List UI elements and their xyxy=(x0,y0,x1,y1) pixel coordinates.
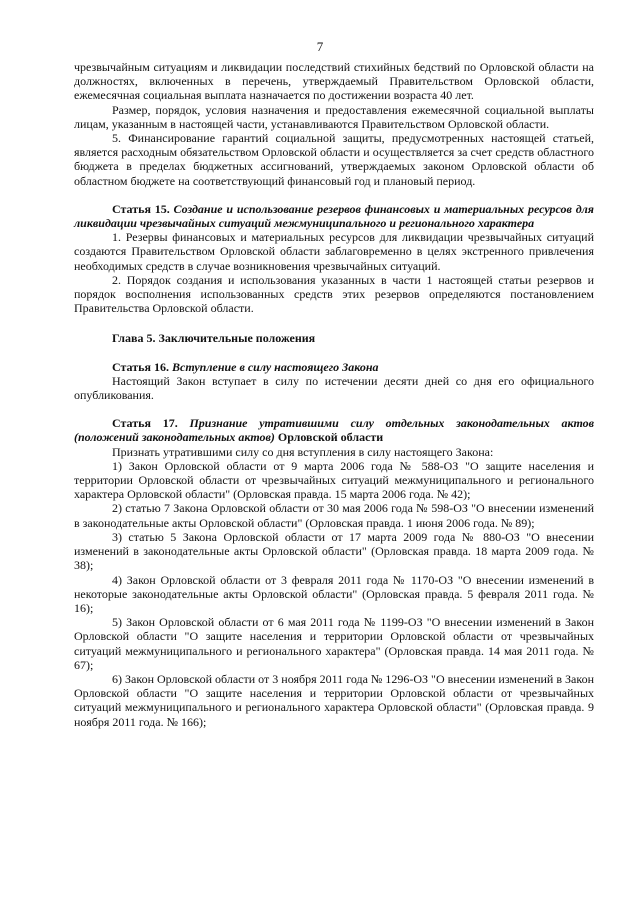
article-17-title: Признание утратившими силу отдельных законодательных актов (положений законодательных актов) xyxy=(74,416,594,445)
intro-paragraph: 5. Финансирование гарантий социальной защиты, предусмотренных настоящей статьей, является расходным обязательством Орловской области и осуществляется за счет средств областного бюджета в пределах бюджетных ассигнований, утверждаемых законом Орловской области об областном бюджете на соответствующий финансовый год и плановый период. xyxy=(74,131,594,188)
article-17-title-tail: Орловской области xyxy=(277,430,384,445)
article-16-title: Вступление в силу настоящего Закона xyxy=(171,359,379,374)
article-15-title: Создание и использование резервов финансовых и материальных ресурсов для ликвидации чрезвычайных ситуаций межмуниципального и регионального характера xyxy=(74,201,594,231)
article-17-heading xyxy=(74,416,594,444)
intro-paragraph: чрезвычайным ситуациям и ликвидации последствий стихийных бедствий по Орловской области на должностях, включенных в перечень, утверждаемый Правительством Орловской области, ежемесячная социальная выплата назначается по достижении возраста 40 лет. xyxy=(74,60,594,103)
article-16-paragraph: Настоящий Закон вступает в силу по истечении десяти дней со дня его официального опубликования. xyxy=(74,373,594,403)
article-15-paragraph: 1. Резервы финансовых и материальных ресурсов для ликвидации чрезвычайных ситуаций создаются Правительством Орловской области заблаговременно в целях экстренного привлечения необходимых средств в случае возникновения чрезвычайных ситуаций. xyxy=(74,230,594,273)
repeal-item: 4) Закон Орловской области от 3 февраля 2011 года № 1170-ОЗ "О внесении изменений в некоторые законодательные акты Орловской области" (Орловская правда. 5 февраля 2011 года. № 16); xyxy=(74,572,594,615)
repeal-item: 2) статью 7 Закона Орловской области от 30 мая 2006 года № 598-ОЗ "О внесении изменений в законодательные акты Орловской области" (Орловская правда. 1 июня 2006 года. № 89); xyxy=(74,501,594,530)
article-16-heading xyxy=(74,360,594,374)
repeal-item: 5) Закон Орловской области от 6 мая 2011 года № 1199-ОЗ "О внесении изменений в Закон Орловской области "О защите населения и территории Орловской области от чрезвычайных ситуаций межмуниципального и регионального характера" (Орловская правда. 14 мая 2011 года. № 67); xyxy=(74,615,594,672)
repeal-item: 6) Закон Орловской области от 3 ноября 2011 года № 1296-ОЗ "О внесении изменений в Закон Орловской области "О защите населения и территории Орловской области от чрезвычайных ситуаций межмуниципального и регионального характера Орловской области" (Орловская правда. 9 ноября 2011 года. № 166); xyxy=(74,671,594,729)
page-number: 7 xyxy=(316,39,324,54)
document-body xyxy=(74,60,594,729)
article-17-paragraph: Признать утратившими силу со дня вступления в силу настоящего Закона: xyxy=(112,444,494,459)
article-16-label: Статья 16. xyxy=(112,359,169,374)
repeal-item: 3) статью 5 Закона Орловской области от 17 марта 2009 года № 880-ОЗ "О внесении изменений в законодательные акты Орловской области" (Орловская правда. 18 марта 2009 года. № 38); xyxy=(74,529,594,573)
intro-paragraph: Размер, порядок, условия назначения и предоставления ежемесячной социальной выплаты лицам, указанным в настоящей части, устанавливаются Правительством Орловской области. xyxy=(74,102,594,131)
article-15-paragraph: 2. Порядок создания и использования указанных в части 1 настоящей статьи резервов и порядок восполнения использованных средств этих резервов определяются постановлением Правительства Орловской области. xyxy=(74,272,594,316)
repeal-item: 1) Закон Орловской области от 9 марта 2006 года № 588-ОЗ "О защите населения и территории Орловской области от чрезвычайных ситуаций межмуниципального и регионального характера Орловской области" (Орловская правда. 15 марта 2006 года. № 42); xyxy=(74,458,594,502)
article-15-label: Статья 15. xyxy=(112,201,170,216)
article-17-label: Статья 17. xyxy=(112,416,178,431)
chapter-5-heading: Глава 5. Заключительные положения xyxy=(112,331,316,346)
article-15-heading xyxy=(74,202,594,230)
